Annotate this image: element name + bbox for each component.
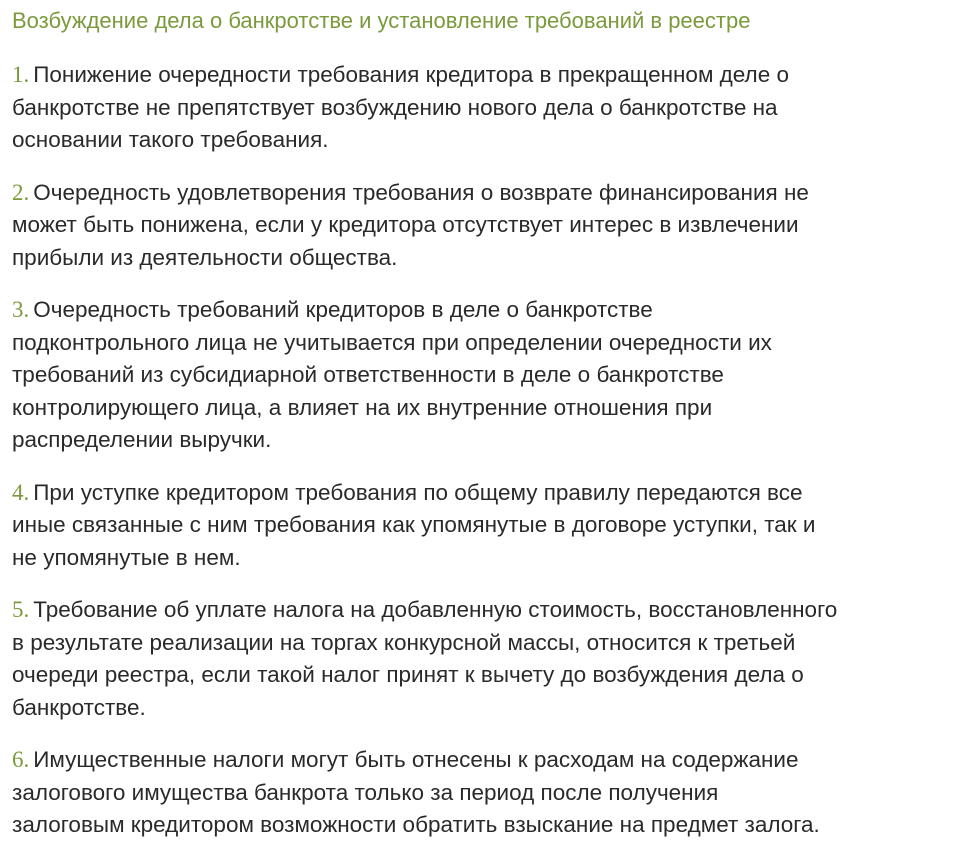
- document: [12, 6, 942, 862]
- item-line: залогового имущества банкрота только за период после получения: [12, 779, 719, 805]
- item-number: 3.: [12, 297, 30, 322]
- list-item-5: [12, 594, 942, 724]
- item-line: Очередность удовлетворения требования о возврате финансирования не: [33, 179, 809, 205]
- item-number: 4.: [12, 479, 30, 505]
- item-line: не упомянутые в нем.: [12, 544, 241, 570]
- list-item-3: [12, 294, 942, 457]
- list-item-6: [12, 744, 942, 842]
- item-line: Имущественные налоги могут быть отнесены к расходам на содержание: [33, 747, 799, 772]
- item-line: распределении выручки.: [12, 427, 272, 452]
- item-number: 1.: [12, 62, 30, 87]
- item-line: иные связанные с ним требования как упомянутые в договоре уступки, так и: [12, 512, 816, 537]
- item-line: Требование об уплате налога на добавленную стоимость, восстановленного: [33, 597, 838, 622]
- item-number: 5.: [12, 597, 30, 622]
- item-line: подконтрольного лица не учитывается при определении очередности их: [12, 329, 772, 355]
- item-line: При уступке кредитором требования по общему правилу передаются все: [33, 479, 803, 505]
- item-line: Очередность требований кредиторов в деле о банкротстве: [33, 297, 653, 322]
- item-line: банкротстве.: [12, 694, 146, 720]
- list-item-2: [12, 177, 942, 275]
- item-line: требований из субсидиарной ответственности в деле о банкротстве: [12, 362, 724, 387]
- item-line: очереди реестра, если такой налог принят к вычету до возбуждения дела о: [12, 662, 804, 687]
- item-line: контролирующего лица, а влияет на их внутренние отношения при: [12, 394, 713, 420]
- item-line: в результате реализации на торгах конкурсной массы, относится к третьей: [12, 629, 796, 655]
- document-title: Возбуждение дела о банкротстве и установление требований в реестре: [12, 8, 751, 33]
- item-line: залоговым кредитором возможности обратить взыскание на предмет залога.: [12, 812, 820, 837]
- item-line: банкротстве не препятствует возбуждению нового дела о банкротстве на: [12, 94, 778, 120]
- item-number: 2.: [12, 179, 30, 205]
- item-line: может быть понижена, если у кредитора отсутствует интерес в извлечении: [12, 212, 799, 237]
- item-number: 6.: [12, 747, 30, 772]
- item-line: основании такого требования.: [12, 127, 329, 152]
- list-item-4: [12, 477, 942, 575]
- item-line: прибыли из деятельности общества.: [12, 244, 398, 270]
- item-line: Понижение очередности требования кредитора в прекращенном деле о: [33, 62, 789, 87]
- list-item-1: [12, 59, 942, 157]
